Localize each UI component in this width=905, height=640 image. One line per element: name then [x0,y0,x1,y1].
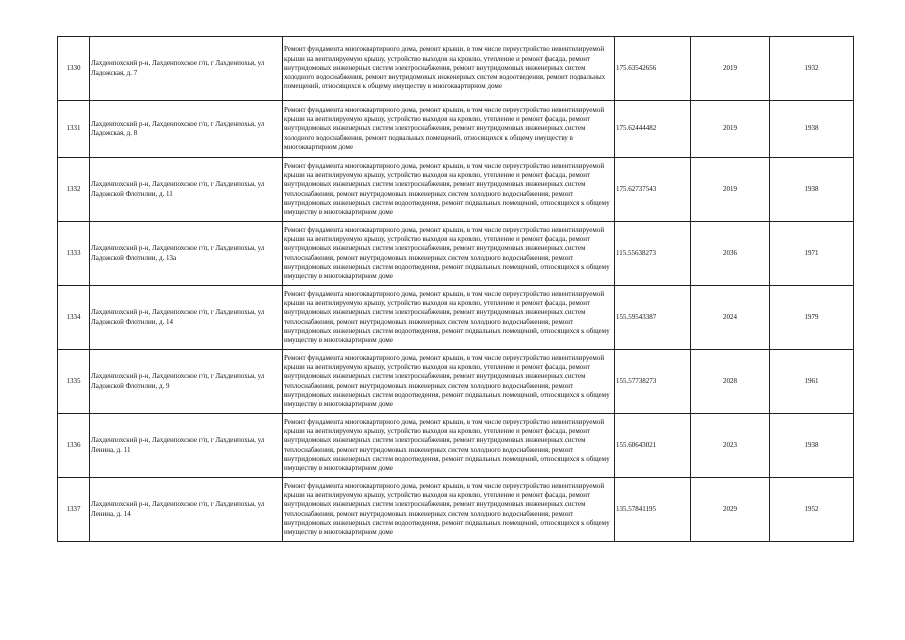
row-number-cell: 1335 [58,350,90,414]
built-year-cell: 1938 [770,414,854,478]
address-cell: Лахденпохский р-н, Лахденпохское г/п, г Лахденпохья, ул Ладожской Флотилии, д. 9 [90,350,283,414]
year-cell: 2019 [691,101,770,158]
address-cell: Лахденпохский р-н, Лахденпохское г/п, г Лахденпохья, ул Ладожская, д. 8 [90,101,283,158]
year-cell: 2029 [691,478,770,542]
row-number-cell: 1336 [58,414,90,478]
table-row [58,222,854,286]
built-year-cell: 1979 [770,286,854,350]
cost-cell: 155.59543387 [615,286,691,350]
cost-cell: 175.62737543 [615,158,691,222]
works-cell: Ремонт фундамента многоквартирного дома, ремонт крыши, в том числе переустройство невентилируемой крыши на вентилируемую крышу, устройство выходов на кровлю, утепление и ремонт фасада, ремонт внутридомовых инженерных систем электроснабжения, ремонт внутридомовых инженерных систем теплоснабжения, ремонт внутридомовых инженерных систем холодного водоснабжения, ремонт внутридомовых инженерных систем водоотведения, ремонт подвальных помещений, относящихся к общему имуществу в многоквартирном доме [283,350,615,414]
cost-cell: 175.63542656 [615,37,691,101]
table-row [58,350,854,414]
cost-cell: 155.60643021 [615,414,691,478]
works-cell: Ремонт фундамента многоквартирного дома, ремонт крыши, в том числе переустройство невентилируемой крыши на вентилируемую крышу, устройство выходов на кровлю, утепление и ремонт фасада, ремонт внутридомовых инженерных систем электроснабжения, ремонт внутридомовых инженерных систем теплоснабжения, ремонт внутридомовых инженерных систем холодного водоснабжения, ремонт внутридомовых инженерных систем водоотведения, ремонт подвальных помещений, относящихся к общему имуществу в многоквартирном доме [283,478,615,542]
row-number-cell: 1334 [58,286,90,350]
cost-cell: 115.55638273 [615,222,691,286]
cost-cell: 155.57738273 [615,350,691,414]
address-cell: Лахденпохский р-н, Лахденпохское г/п, г Лахденпохья, ул Ладожская, д. 7 [90,37,283,101]
year-cell: 2019 [691,37,770,101]
address-cell: Лахденпохский р-н, Лахденпохское г/п, г Лахденпохья, ул Ленина, д. 14 [90,478,283,542]
built-year-cell: 1971 [770,222,854,286]
row-number-cell: 1331 [58,101,90,158]
works-cell: Ремонт фундамента многоквартирного дома, ремонт крыши, в том числе переустройство невентилируемой крыши на вентилируемую крышу, устройство выходов на кровлю, утепление и ремонт фасада, ремонт внутридомовых инженерных систем электроснабжения, ремонт внутридомовых инженерных систем холодного водоснабжения, ремонт подвальных помещений, относящихся к общему имуществу в многоквартирном доме [283,101,615,158]
address-cell: Лахденпохский р-н, Лахденпохское г/п, г Лахденпохья, ул Ленина, д. 11 [90,414,283,478]
repair-program-table [57,36,854,542]
works-cell: Ремонт фундамента многоквартирного дома, ремонт крыши, в том числе переустройство невентилируемой крыши на вентилируемую крышу, устройство выходов на кровлю, утепление и ремонт фасада, ремонт внутридомовых инженерных систем электроснабжения, ремонт внутридомовых инженерных систем холодного водоснабжения, ремонт внутридомовых инженерных систем водоотведения, ремонт подвальных помещений, относящихся к общему имуществу в многоквартирном доме [283,37,615,101]
table-row [58,101,854,158]
address-cell: Лахденпохский р-н, Лахденпохское г/п, г Лахденпохья, ул Ладожской Флотилии, д. 13а [90,222,283,286]
row-number-cell: 1337 [58,478,90,542]
table-row [58,286,854,350]
row-number-cell: 1332 [58,158,90,222]
table-row [58,414,854,478]
table-row [58,478,854,542]
built-year-cell: 1961 [770,350,854,414]
row-number-cell: 1333 [58,222,90,286]
address-cell: Лахденпохский р-н, Лахденпохское г/п, г Лахденпохья, ул Ладожской Флотилии, д. 14 [90,286,283,350]
works-cell: Ремонт фундамента многоквартирного дома, ремонт крыши, в том числе переустройство невентилируемой крыши на вентилируемую крышу, устройство выходов на кровлю, утепление и ремонт фасада, ремонт внутридомовых инженерных систем электроснабжения, ремонт внутридомовых инженерных систем теплоснабжения, ремонт внутридомовых инженерных систем холодного водоснабжения, ремонт внутридомовых инженерных систем водоотведения, ремонт подвальных помещений, относящихся к общему имуществу в многоквартирном доме [283,414,615,478]
works-cell: Ремонт фундамента многоквартирного дома, ремонт крыши, в том числе переустройство невентилируемой крыши на вентилируемую крышу, устройство выходов на кровлю, утепление и ремонт фасада, ремонт внутридомовых инженерных систем электроснабжения, ремонт внутридомовых инженерных систем теплоснабжения, ремонт внутридомовых инженерных систем холодного водоснабжения, ремонт внутридомовых инженерных систем водоотведения, ремонт подвальных помещений, относящихся к общему имуществу в многоквартирном доме [283,286,615,350]
cost-cell: 175.62444482 [615,101,691,158]
year-cell: 2036 [691,222,770,286]
address-cell: Лахденпохский р-н, Лахденпохское г/п, г Лахденпохья, ул Ладожской Флотилии, д. 11 [90,158,283,222]
built-year-cell: 1952 [770,478,854,542]
built-year-cell: 1938 [770,158,854,222]
year-cell: 2023 [691,414,770,478]
cost-cell: 135.57841195 [615,478,691,542]
built-year-cell: 1938 [770,101,854,158]
table-row [58,37,854,101]
table-row [58,158,854,222]
year-cell: 2024 [691,286,770,350]
row-number-cell: 1330 [58,37,90,101]
year-cell: 2019 [691,158,770,222]
year-cell: 2028 [691,350,770,414]
works-cell: Ремонт фундамента многоквартирного дома, ремонт крыши, в том числе переустройство невентилируемой крыши на вентилируемую крышу, устройство выходов на кровлю, утепление и ремонт фасада, ремонт внутридомовых инженерных систем электроснабжения, ремонт внутридомовых инженерных систем теплоснабжения, ремонт внутридомовых инженерных систем холодного водоснабжения, ремонт внутридомовых инженерных систем водоотведения, ремонт подвальных помещений, относящихся к общему имуществу в многоквартирном доме [283,222,615,286]
built-year-cell: 1932 [770,37,854,101]
works-cell: Ремонт фундамента многоквартирного дома, ремонт крыши, в том числе переустройство невентилируемой крыши на вентилируемую крышу, устройство выходов на кровлю, утепление и ремонт фасада, ремонт внутридомовых инженерных систем электроснабжения, ремонт внутридомовых инженерных систем теплоснабжения, ремонт внутридомовых инженерных систем холодного водоснабжения, ремонт внутридомовых инженерных систем водоотведения, ремонт подвальных помещений, относящихся к общему имуществу в многоквартирном доме [283,158,615,222]
